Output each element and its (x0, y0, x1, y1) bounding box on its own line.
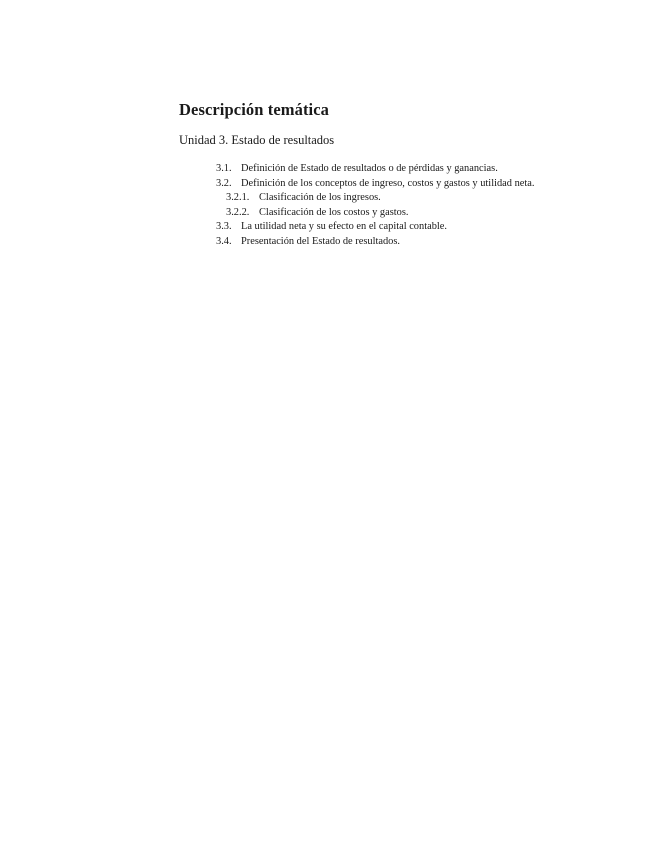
section-heading: Descripción temática (179, 100, 329, 119)
topic-item (0, 236, 655, 251)
topic-number: 3.3. (216, 221, 232, 232)
topic-text: Presentación del Estado de resultados. (241, 235, 400, 247)
topic-text: Definición de Estado de resultados o de pérdidas y ganancias. (241, 163, 498, 174)
topic-number: 3.1. (216, 163, 232, 174)
subtopic-item (0, 207, 655, 222)
topic-item (0, 178, 655, 193)
topic-number: 3.4. (216, 235, 232, 247)
topic-list (0, 163, 655, 250)
topic-item (0, 221, 655, 236)
subtopic-text: Clasificación de los ingresos. (259, 192, 381, 203)
subtopic-item (0, 192, 655, 207)
topic-text: La utilidad neta y su efecto en el capital contable. (241, 221, 447, 232)
subtopic-text: Clasificación de los costos y gastos. (259, 206, 409, 218)
subtopic-number: 3.2.1. (226, 192, 250, 203)
topic-number: 3.2. (216, 177, 232, 189)
subtopic-number: 3.2.2. (226, 206, 250, 218)
topic-text: Definición de los conceptos de ingreso, costos y gastos y utilidad neta. (241, 177, 535, 189)
unit-title: Unidad 3. Estado de resultados (179, 133, 335, 147)
topic-item (0, 163, 655, 178)
